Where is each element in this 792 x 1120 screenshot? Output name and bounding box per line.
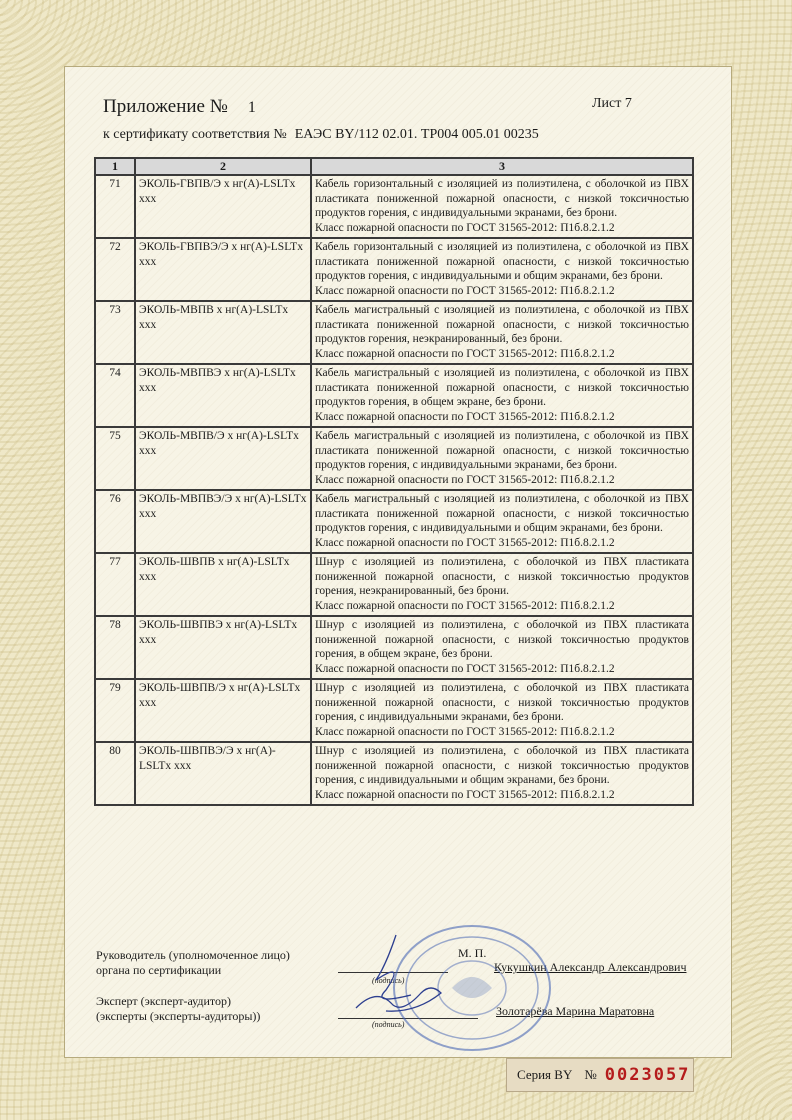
product-model: ЭКОЛЬ-МВПВ х нг(А)-LSLTх ххх (135, 301, 311, 364)
product-description: Шнур с изоляцией из полиэтилена, с оболочкой из ПВХ пластиката пониженной пожарной опасности, с низкой токсичностью продуктов горения, в общем экране, без брони. (315, 619, 689, 660)
row-number: 77 (95, 553, 135, 616)
product-description: Кабель магистральный с изоляцией из полиэтилена, с оболочкой из ПВХ пластиката пониженной пожарной опасности, с низкой токсичностью продуктов горения, с индивидуальными и общим экранами, без брони. (315, 493, 689, 534)
product-description: Кабель горизонтальный с изоляцией из полиэтилена, с оболочкой из ПВХ пластиката пониженной пожарной опасности, с низкой токсичностью продуктов горения, с индивидуальными экранами, без брони. (315, 178, 689, 219)
head-label: Руководитель (уполномоченное лицо) органа по сертификации (96, 948, 290, 977)
product-description-cell (311, 490, 693, 553)
table-row (95, 301, 693, 364)
table-header-row (95, 158, 693, 175)
table-row (95, 427, 693, 490)
table-row (95, 553, 693, 616)
product-description: Кабель магистральный с изоляцией из полиэтилена, с оболочкой из ПВХ пластиката пониженной пожарной опасности, с низкой токсичностью продуктов горения, в общем экране, без брони. (315, 367, 689, 408)
product-description-cell (311, 301, 693, 364)
fire-class: Класс пожарной опасности по ГОСТ 31565-2012: П1б.8.2.1.2 (315, 410, 615, 423)
signature-scribble-icon (336, 930, 446, 1030)
table-row (95, 364, 693, 427)
table-row (95, 679, 693, 742)
product-model: ЭКОЛЬ-ШВПВ х нг(А)-LSLTх ххх (135, 553, 311, 616)
fire-class: Класс пожарной опасности по ГОСТ 31565-2012: П1б.8.2.1.2 (315, 347, 615, 360)
row-number: 71 (95, 175, 135, 238)
row-number: 75 (95, 427, 135, 490)
product-model: ЭКОЛЬ-ШВПВ/Э х нг(А)-LSLTх ххх (135, 679, 311, 742)
certificate-number: ЕАЭС BY/112 02.01. ТР004 005.01 00235 (294, 127, 539, 142)
row-number: 79 (95, 679, 135, 742)
product-description: Кабель горизонтальный с изоляцией из полиэтилена, с оболочкой из ПВХ пластиката пониженной пожарной опасности, с низкой токсичностью продуктов горения, с индивидуальными и общим экранами, без брони. (315, 241, 689, 282)
fire-class: Класс пожарной опасности по ГОСТ 31565-2012: П1б.8.2.1.2 (315, 662, 615, 675)
table-row (95, 742, 693, 805)
product-description-cell (311, 679, 693, 742)
page-title: Приложение № 1 (103, 96, 256, 117)
fire-class: Класс пожарной опасности по ГОСТ 31565-2012: П1б.8.2.1.2 (315, 599, 615, 612)
series-label: Серия BY (517, 1067, 573, 1082)
table-row (95, 238, 693, 301)
signature-caption-expert: (подпись) (372, 1020, 405, 1029)
mp-label: М. П. (458, 946, 487, 960)
product-model: ЭКОЛЬ-ГВПВ/Э х нг(А)-LSLTх ххх (135, 175, 311, 238)
sheet-number: Лист 7 (592, 96, 632, 111)
fire-class: Класс пожарной опасности по ГОСТ 31565-2012: П1б.8.2.1.2 (315, 473, 615, 486)
product-model: ЭКОЛЬ-ШВПВЭ х нг(А)-LSLTх ххх (135, 616, 311, 679)
product-description-cell (311, 364, 693, 427)
appendix-number: 1 (247, 99, 256, 116)
head-name: Кукушкин Александр Александрович (494, 960, 687, 974)
product-description: Кабель магистральный с изоляцией из полиэтилена, с оболочкой из ПВХ пластиката пониженной пожарной опасности, с низкой токсичностью продуктов горения, неэкранированный, без брони. (315, 304, 689, 345)
fire-class: Класс пожарной опасности по ГОСТ 31565-2012: П1б.8.2.1.2 (315, 725, 615, 738)
table-row (95, 175, 693, 238)
product-description-cell (311, 175, 693, 238)
product-description-cell (311, 742, 693, 805)
column-header-2: 2 (135, 158, 311, 175)
fire-class: Класс пожарной опасности по ГОСТ 31565-2012: П1б.8.2.1.2 (315, 221, 615, 234)
fire-class: Класс пожарной опасности по ГОСТ 31565-2012: П1б.8.2.1.2 (315, 788, 615, 801)
series-box (506, 1058, 694, 1092)
table-row (95, 616, 693, 679)
expert-label: Эксперт (эксперт-аудитор) (эксперты (эксперты-аудиторы)) (96, 994, 261, 1023)
product-description: Шнур с изоляцией из полиэтилена, с оболочкой из ПВХ пластиката пониженной пожарной опасности, с низкой токсичностью продуктов горения, с индивидуальными и общим экранами, без брони. (315, 745, 689, 786)
products-table (94, 157, 694, 806)
product-model: ЭКОЛЬ-МВПВЭ/Э х нг(А)-LSLTх ххх (135, 490, 311, 553)
product-description-cell (311, 238, 693, 301)
product-model: ЭКОЛЬ-МВПВЭ х нг(А)-LSLTх ххх (135, 364, 311, 427)
product-model: ЭКОЛЬ-ГВПВЭ/Э х нг(А)-LSLTх ххх (135, 238, 311, 301)
fire-class: Класс пожарной опасности по ГОСТ 31565-2012: П1б.8.2.1.2 (315, 284, 615, 297)
row-number: 78 (95, 616, 135, 679)
fire-class: Класс пожарной опасности по ГОСТ 31565-2012: П1б.8.2.1.2 (315, 536, 615, 549)
certificate-reference: к сертификату соответствия № ЕАЭС BY/112 02.01. ТР004 005.01 00235 (103, 127, 539, 142)
signature-caption-head: (подпись) (372, 976, 405, 985)
table-row (95, 490, 693, 553)
row-number: 73 (95, 301, 135, 364)
product-description: Шнур с изоляцией из полиэтилена, с оболочкой из ПВХ пластиката пониженной пожарной опасности, с низкой токсичностью продуктов горения, с индивидуальными экранами, без брони. (315, 682, 689, 723)
expert-name: Золотарёва Марина Маратовна (496, 1004, 655, 1018)
column-header-1: 1 (95, 158, 135, 175)
product-description-cell (311, 616, 693, 679)
row-number: 76 (95, 490, 135, 553)
product-description: Кабель магистральный с изоляцией из полиэтилена, с оболочкой из ПВХ пластиката пониженной пожарной опасности, с низкой токсичностью продуктов горения, с индивидуальными экранами, без брони. (315, 430, 689, 471)
row-number: 74 (95, 364, 135, 427)
product-model: ЭКОЛЬ-МВПВ/Э х нг(А)-LSLTх ххх (135, 427, 311, 490)
product-description-cell (311, 427, 693, 490)
row-number: 80 (95, 742, 135, 805)
row-number: 72 (95, 238, 135, 301)
product-model: ЭКОЛЬ-ШВПВЭ/Э х нг(А)-LSLTх ххх (135, 742, 311, 805)
product-description: Шнур с изоляцией из полиэтилена, с оболочкой из ПВХ пластиката пониженной пожарной опасности, с низкой токсичностью продуктов горения, неэкранированный, без брони. (315, 556, 689, 597)
column-header-3: 3 (311, 158, 693, 175)
series-number: 0023057 (604, 1065, 691, 1085)
product-description-cell (311, 553, 693, 616)
series-no-sign: № (584, 1067, 597, 1082)
